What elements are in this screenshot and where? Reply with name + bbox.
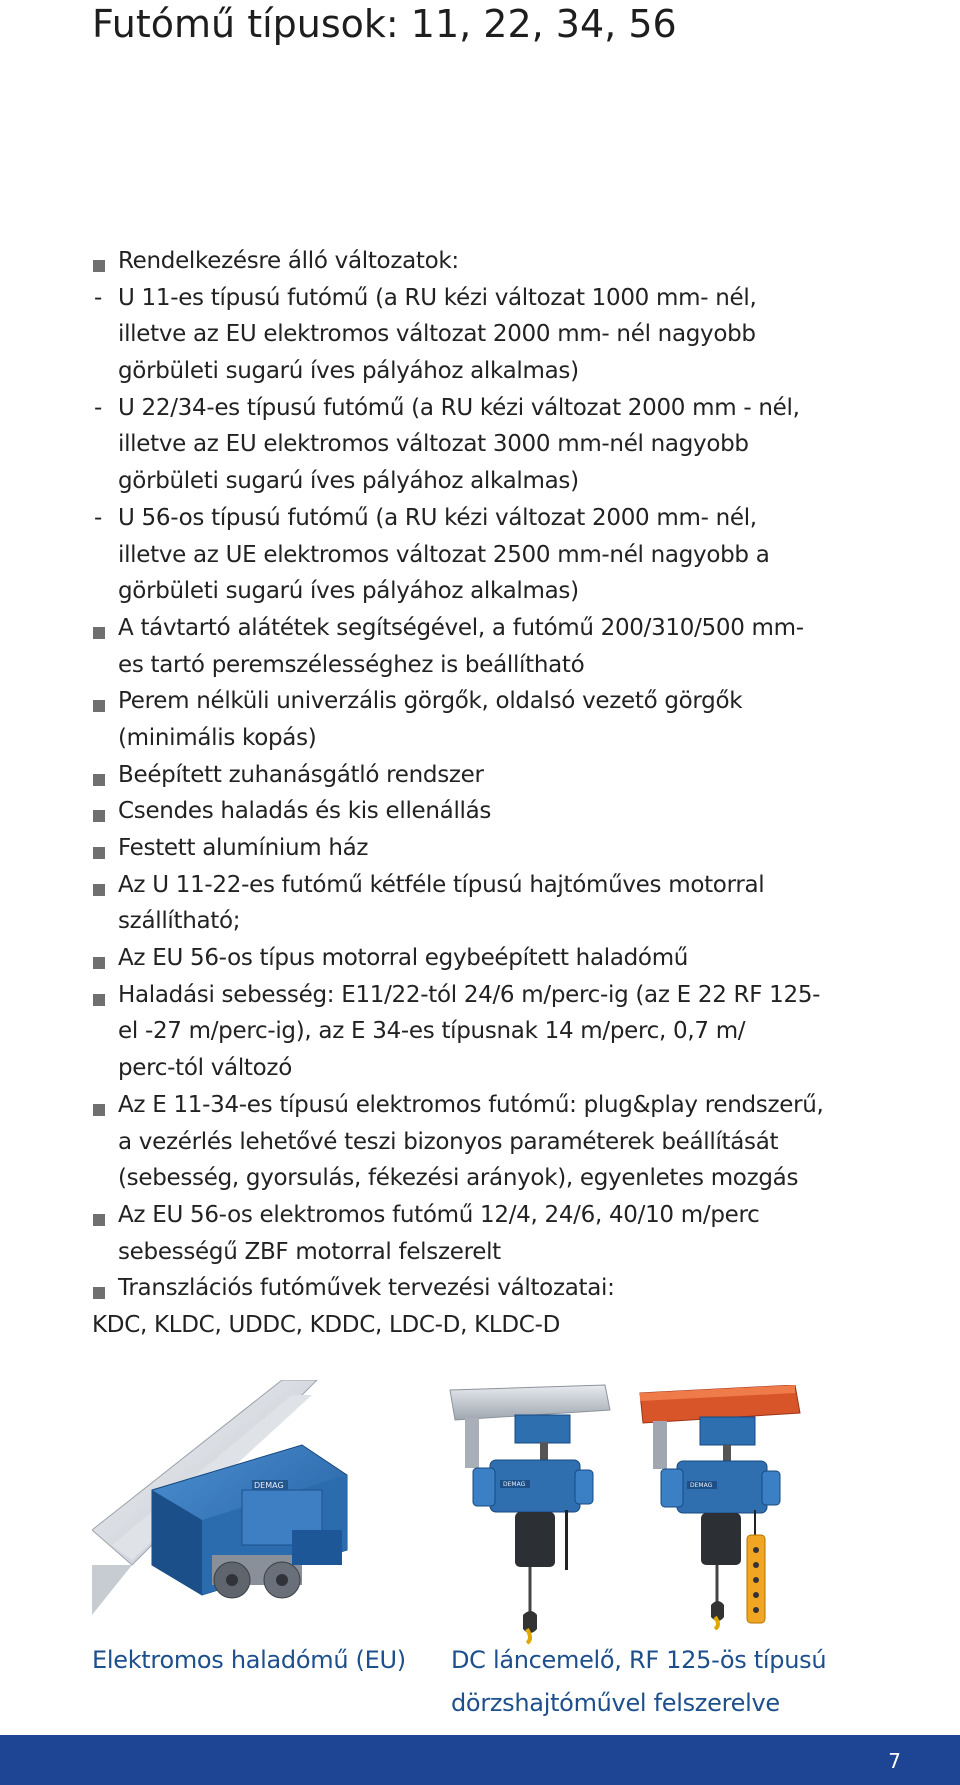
dash-marker: -: [94, 394, 102, 421]
line-text: sebességű ZBF motorral felszerelt: [118, 1238, 501, 1265]
text-line: [92, 1013, 882, 1050]
line-text: Beépített zuhanásgátló rendszer: [118, 761, 484, 788]
square-bullet-icon: [93, 260, 105, 272]
page-number: 7: [888, 1749, 901, 1773]
bullet-item: [92, 1197, 882, 1234]
square-bullet-icon: [93, 994, 105, 1006]
text-line: [92, 1124, 882, 1161]
line-text: U 22/34-es típusú futómű (a RU kézi változat 2000 mm - nél,: [118, 394, 800, 421]
text-line: [92, 1050, 882, 1087]
line-text: Az EU 56-os típus motorral egybeépített haladómű: [118, 945, 689, 972]
text-line: [92, 353, 882, 390]
dash-marker: -: [94, 284, 102, 311]
figure-caption-left: Elektromos haladómű (EU): [92, 1646, 406, 1674]
line-text: Az E 11-34-es típusú elektromos futómű: plug&play rendszerű,: [118, 1091, 824, 1118]
line-text: görbületi sugarú íves pályához alkalmas): [118, 358, 579, 385]
text-line: [92, 316, 882, 353]
line-text: Perem nélküli univerzális görgők, oldalsó vezető görgők: [118, 688, 743, 715]
line-text: a vezérlés lehetővé teszi bizonyos paraméterek beállítását: [118, 1128, 779, 1155]
bullet-item: [92, 867, 882, 904]
square-bullet-icon: [93, 1214, 105, 1226]
chain-hoist-photo-2: [635, 1385, 810, 1630]
line-text: illetve az EU elektromos változat 3000 mm-nél nagyobb: [118, 431, 749, 458]
square-bullet-icon: [93, 1104, 105, 1116]
line-text: görbületi sugarú íves pályához alkalmas): [118, 578, 579, 605]
square-bullet-icon: [93, 700, 105, 712]
line-text: A távtartó alátétek segítségével, a futómű 200/310/500 mm-: [118, 614, 804, 641]
line-text: Csendes haladás és kis ellenállás: [118, 798, 492, 825]
line-text: el -27 m/perc-ig), az E 34-es típusnak 14 m/perc, 0,7 m/: [118, 1018, 746, 1045]
svg-text:DEMAG: DEMAG: [254, 1481, 284, 1490]
bullet-item: [92, 977, 882, 1014]
text-line: [92, 573, 882, 610]
dash-item: [92, 500, 882, 537]
bullet-item: [92, 1087, 882, 1124]
bullet-item: [92, 757, 882, 794]
square-bullet-icon: [93, 627, 105, 639]
text-line: [92, 463, 882, 500]
square-bullet-icon: [93, 1287, 105, 1299]
text-line: [92, 903, 882, 940]
logo: [252, 1480, 288, 1490]
line-text: Rendelkezésre álló változatok:: [118, 248, 459, 274]
bullet-item: [92, 830, 882, 867]
square-bullet-icon: [93, 810, 105, 822]
page-title: Futómű típusok: 11, 22, 34, 56: [92, 2, 677, 46]
footer-bar: [0, 1735, 960, 1785]
bullet-item: [92, 610, 882, 647]
travel-drive-photo: [92, 1380, 437, 1615]
line-text: illetve az EU elektromos változat 2000 mm- nél nagyobb: [118, 321, 756, 348]
chain-hoist-photo-1: [445, 1380, 625, 1645]
svg-text:DEMAG: DEMAG: [690, 1482, 713, 1489]
line-text: U 11-es típusú futómű (a RU kézi változat 1000 mm- nél,: [118, 284, 757, 311]
bullet-item: [92, 793, 882, 830]
square-bullet-icon: [93, 847, 105, 859]
text-line: [92, 1160, 882, 1197]
line-text: Festett alumínium ház: [118, 835, 369, 861]
line-text: es tartó peremszélességhez is beállítható: [118, 651, 585, 678]
text-line: [92, 537, 882, 574]
line-text: KDC, KLDC, UDDC, KDDC, LDC-D, KLDC-D: [92, 1311, 560, 1338]
square-bullet-icon: [93, 957, 105, 969]
line-text: illetve az UE elektromos változat 2500 mm-nél nagyobb a: [118, 541, 770, 568]
figure-caption-right-line2: dörzshajtóművel felszerelve: [451, 1689, 780, 1717]
bullet-item: [92, 683, 882, 720]
bullet-item: [92, 1270, 882, 1307]
dash-marker: -: [94, 504, 102, 531]
dash-item: [92, 390, 882, 427]
text-line: [92, 720, 882, 757]
text-line: [92, 1307, 882, 1344]
line-text: Az EU 56-os elektromos futómű 12/4, 24/6, 40/10 m/perc: [118, 1201, 760, 1228]
line-text: Az U 11-22-es futómű kétféle típusú hajtóműves motorral: [118, 871, 765, 898]
line-text: (sebesség, gyorsulás, fékezési arányok), egyenletes mozgás: [118, 1165, 799, 1192]
dash-item: [92, 280, 882, 317]
line-text: Transzlációs futóművek tervezési változatai:: [118, 1275, 615, 1302]
text-line: [92, 426, 882, 463]
square-bullet-icon: [93, 774, 105, 786]
line-text: görbületi sugarú íves pályához alkalmas): [118, 468, 579, 495]
bullet-item: [92, 243, 882, 280]
line-text: perc-tól változó: [118, 1055, 292, 1082]
line-text: (minimális kopás): [118, 724, 317, 751]
line-text: szállítható;: [118, 908, 241, 935]
text-line: [92, 647, 882, 684]
bullet-item: [92, 940, 882, 977]
square-bullet-icon: [93, 884, 105, 896]
figure-caption-right-line1: DC láncemelő, RF 125-ös típusú: [451, 1646, 827, 1674]
text-line: [92, 1234, 882, 1271]
line-text: Haladási sebesség: E11/22-tól 24/6 m/perc-ig (az E 22 RF 125-: [118, 981, 821, 1008]
svg-text:DEMAG: DEMAG: [503, 1481, 526, 1488]
line-text: U 56-os típusú futómű (a RU kézi változat 2000 mm- nél,: [118, 504, 757, 531]
body-text: [92, 243, 882, 1344]
